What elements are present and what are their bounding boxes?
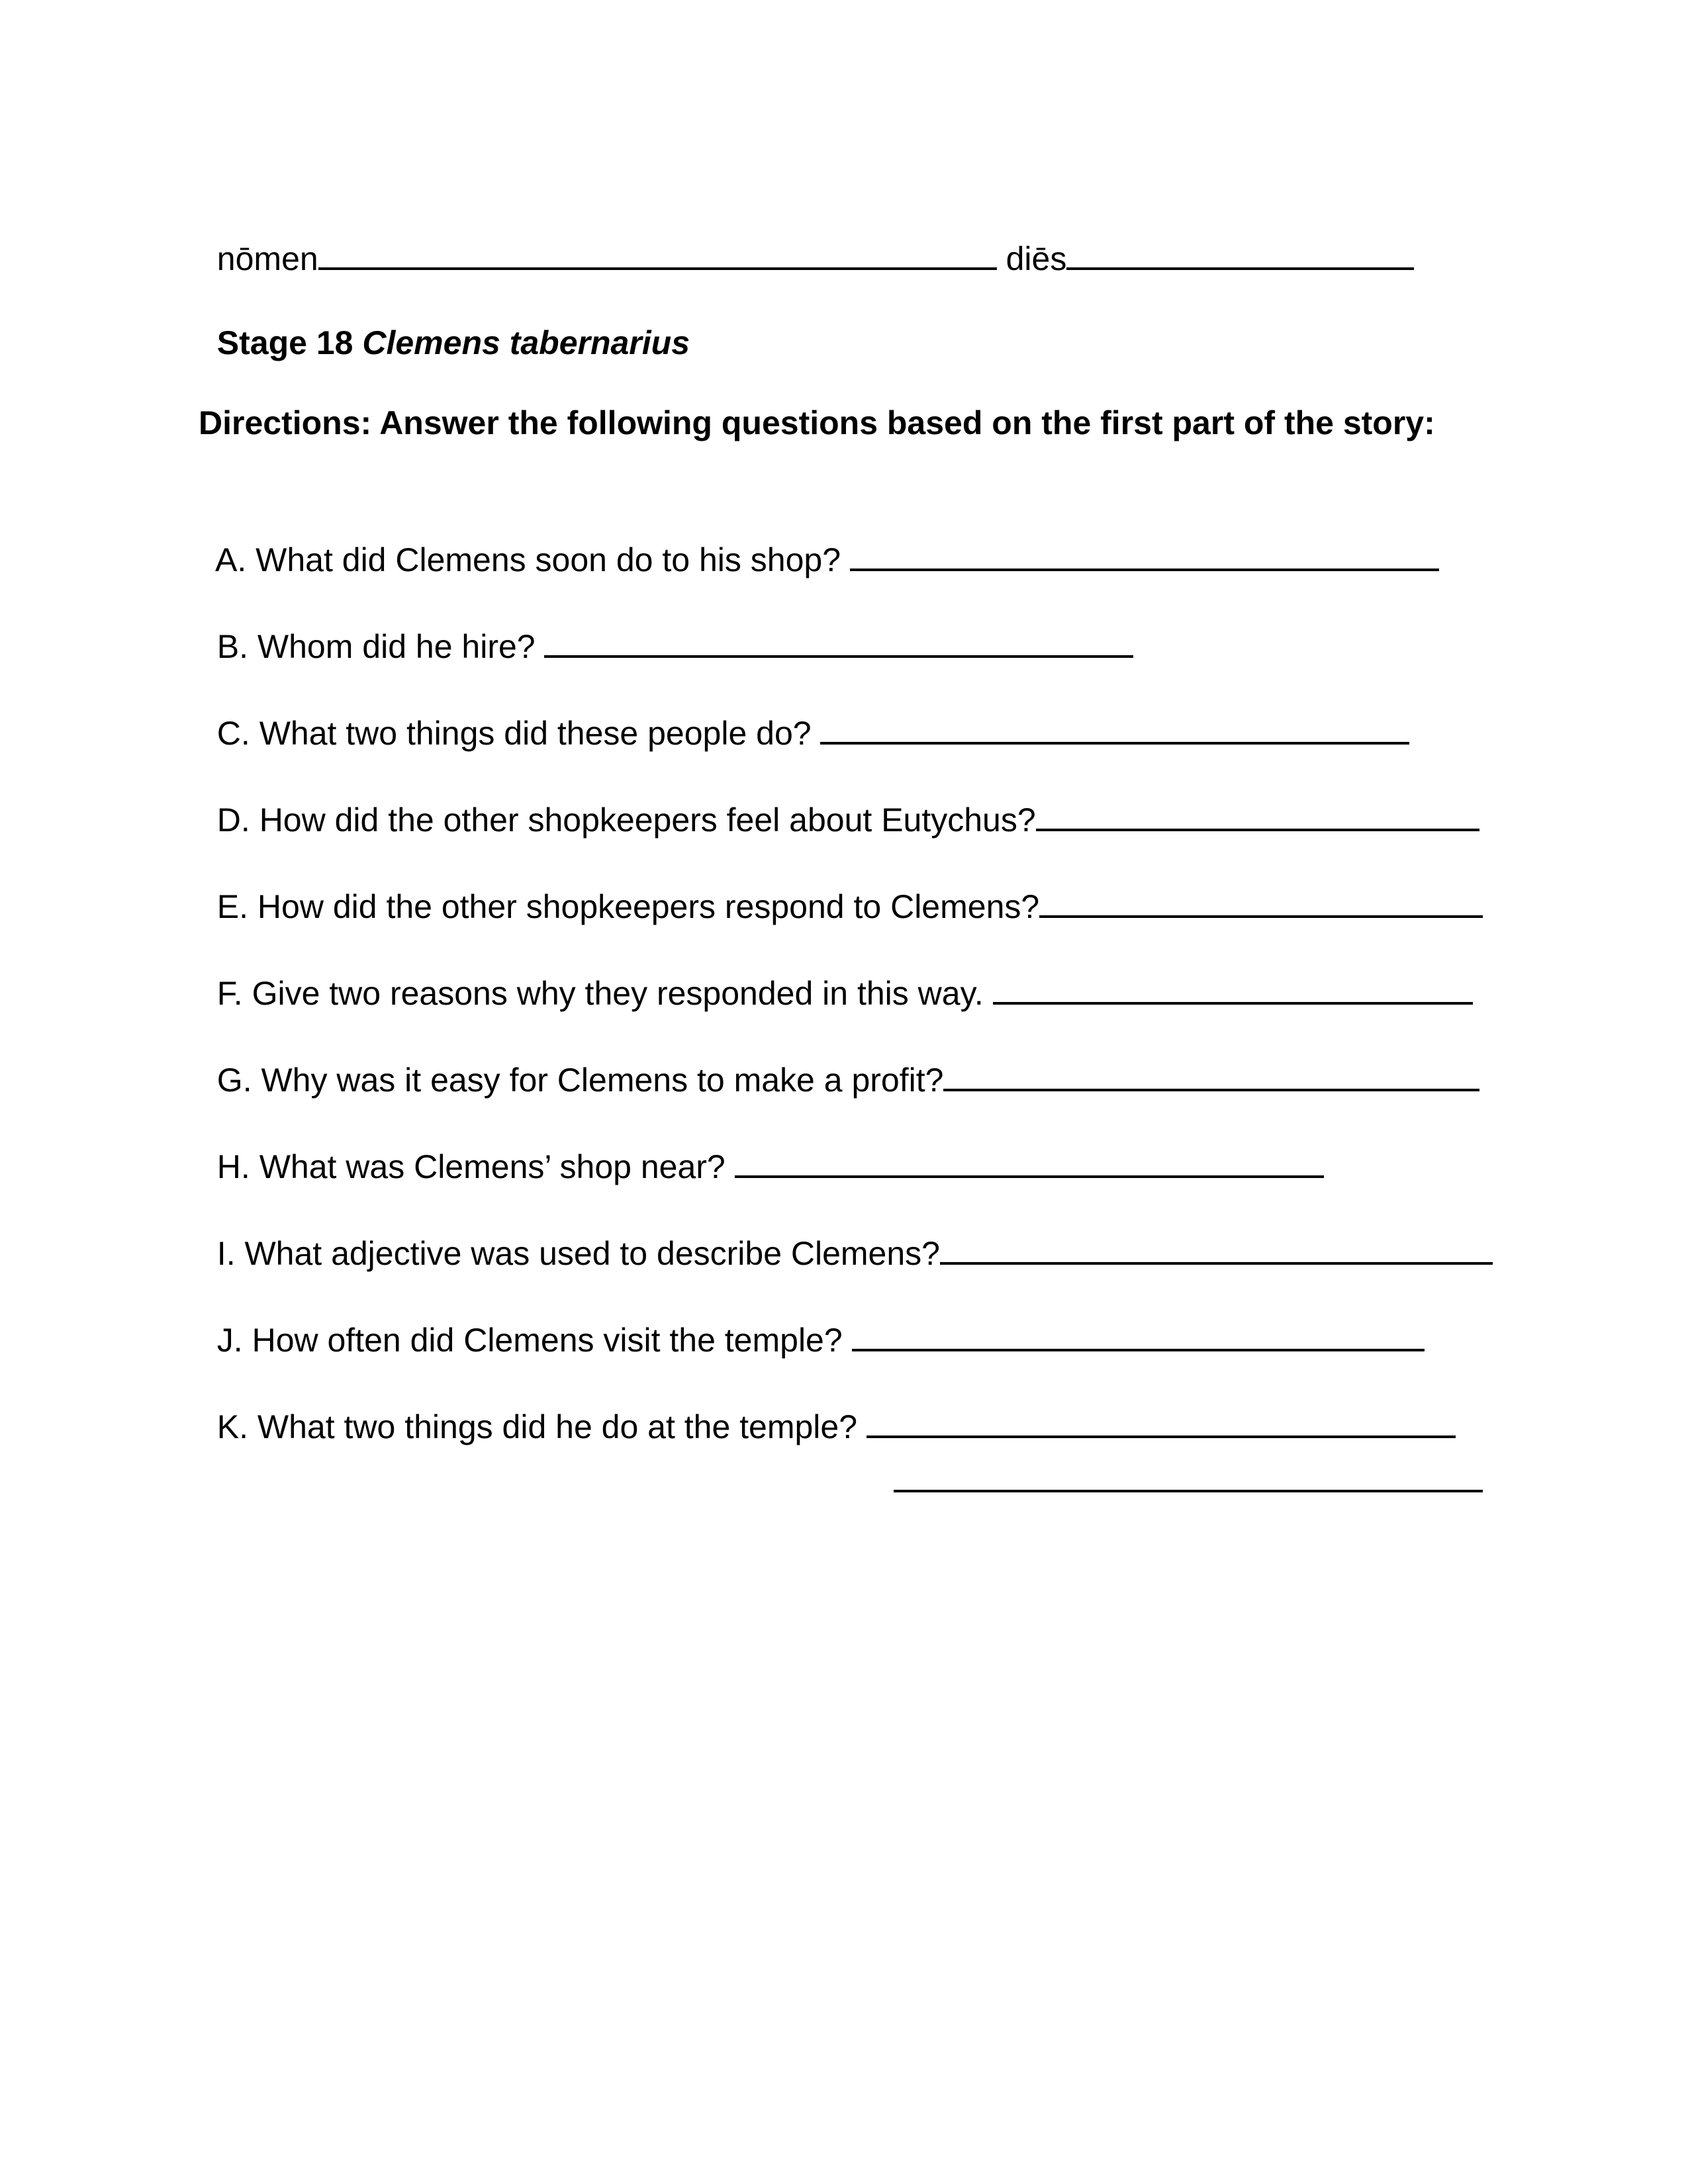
name-blank[interactable] [318,237,997,270]
question-h [199,1105,1324,1187]
question-a [199,498,1439,580]
header-row [199,197,1414,279]
answer-blank[interactable] [867,1405,1456,1438]
answer-blank[interactable] [852,1318,1425,1351]
answer-blank[interactable] [940,1232,1493,1265]
stage-label: Stage 18 [216,324,353,361]
question-e [199,845,1483,927]
question-text: J. How often did Clemens visit the temple? [216,1322,852,1359]
question-d [199,758,1479,840]
name-label: nōmen [216,240,318,277]
question-text: B. Whom did he hire? [216,628,545,665]
question-f [199,932,1473,1013]
question-text: H. What was Clemens’ shop near? [216,1148,735,1185]
question-g [199,1019,1479,1100]
story-title: Clemens tabernarius [362,324,690,361]
answer-blank[interactable] [544,625,1133,658]
question-k [199,1365,1456,1447]
question-b [199,585,1133,666]
question-text: F. Give two reasons why they responded in this way. [216,975,993,1012]
question-i [199,1192,1493,1273]
page-title [199,283,690,363]
answer-blank[interactable] [820,711,1409,745]
question-text: A. What did Clemens soon do to his shop? [215,541,850,578]
question-text: G. Why was it easy for Clemens to make a profit? [216,1062,944,1099]
question-c [199,672,1409,753]
question-text: I. What adjective was used to describe Clemens? [216,1235,940,1272]
directions: Directions: Answer the following questions based on the first part of the story: [199,404,1435,441]
answer-blank[interactable] [1036,798,1479,831]
answer-blank[interactable] [993,972,1473,1005]
date-label: diēs [1006,240,1067,277]
question-text: D. How did the other shopkeepers feel about Eutychus? [216,801,1036,839]
answer-blank[interactable] [850,538,1439,571]
question-text: K. What two things did he do at the temple? [216,1408,867,1445]
answer-blank-k-second[interactable] [894,1490,1483,1492]
answer-blank[interactable] [943,1058,1479,1091]
question-text: C. What two things did these people do? [216,715,821,752]
date-blank[interactable] [1066,237,1414,270]
question-text: E. How did the other shopkeepers respond to Clemens? [216,888,1040,925]
question-j [199,1279,1425,1360]
answer-blank[interactable] [1039,885,1483,918]
answer-blank[interactable] [735,1145,1324,1178]
